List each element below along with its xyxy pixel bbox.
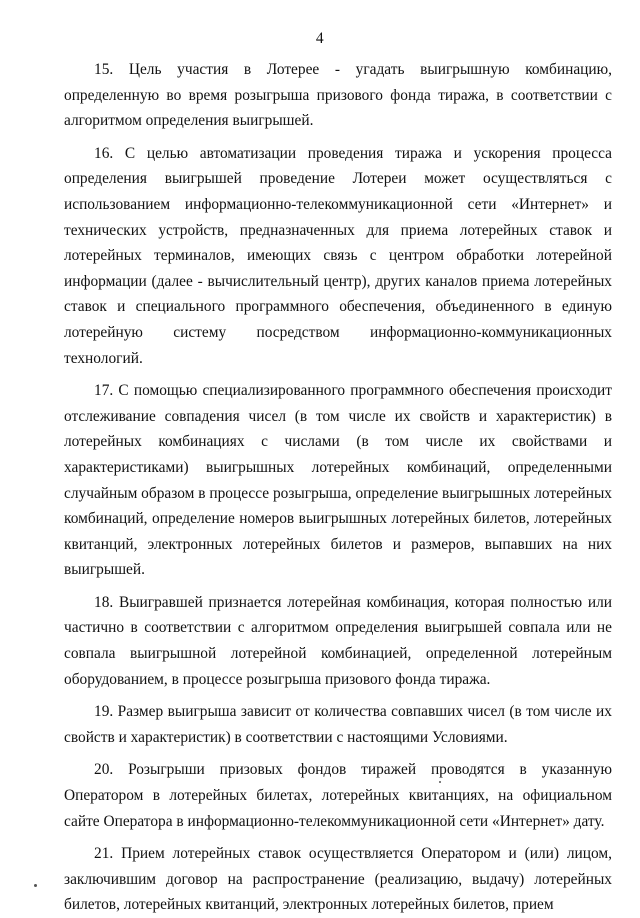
paragraph-21: 21. Прием лотерейных ставок осуществляется Оператором и (или) лицом, заключившим договор на распространение (реализацию, выдачу) лотерейных билетов, лотерейных квитанций, электронных лотерейных билетов, прием — [64, 845, 612, 914]
paragraph-20: 20. Розыгрыши призовых фондов тиражей проводятся в указанную Оператором в лотерейных билетах, лотерейных квитанциях, на официальном сайте Оператора в информационно-телекоммуникационной сети «Интернет» дату. — [64, 761, 612, 830]
paragraph-16: 16. С целью автоматизации проведения тиража и ускорения процесса определения выигрышей проведение Лотереи может осуществляться с использованием информационно-телекоммуникационной сети «Интернет» и технических устройств, предназначенных для приема лотерейных ставок и лотерейных терминалов, имеющих связь с центром обработки лотерейной информации (далее - вычислительный центр), других каналов приема лотерейных ставок и специального программного обеспечения, объединенного в единую лотерейную систему посредством информационно-коммуникационных технологий. — [64, 144, 612, 367]
paragraph-15: 15. Цель участия в Лотерее - угадать выигрышную комбинацию, определенную во время розыгрыша призового фонда тиража, в соответствии с алгоритмом определения выигрышей. — [64, 61, 612, 130]
document-body — [64, 57, 612, 918]
paragraph-17: 17. С помощью специализированного программного обеспечения происходит отслеживание совпадения чисел (в том числе их свойств и характеристик) в лотерейных комбинациях с числами (в том числе их свойствами и характеристиками) выигрышных лотерейных комбинаций, определенными случайным образом в процессе розыгрыша, определение выигрышных лотерейных комбинаций, определение номеров выигрышных лотерейных билетов, лотерейных квитанций, электронных лотерейных билетов и размеров, выпавших на них выигрышей. — [64, 382, 612, 579]
page-number: 4 — [315, 30, 325, 47]
scan-speck — [34, 884, 37, 887]
paragraph-18: 18. Выигравшей признается лотерейная комбинация, которая полностью или частично в соответствии с алгоритмом определения выигрышей совпала или не совпала выигрышной лотерейной комбинацией, определенной лотерейным оборудованием, в процессе розыгрыша призового фонда тиража. — [64, 593, 612, 688]
paragraph-19: 19. Размер выигрыша зависит от количества совпавших чисел (в том числе их свойств и характеристик) в соответствии с настоящими Условиями. — [64, 703, 612, 746]
scan-speck — [439, 781, 441, 783]
